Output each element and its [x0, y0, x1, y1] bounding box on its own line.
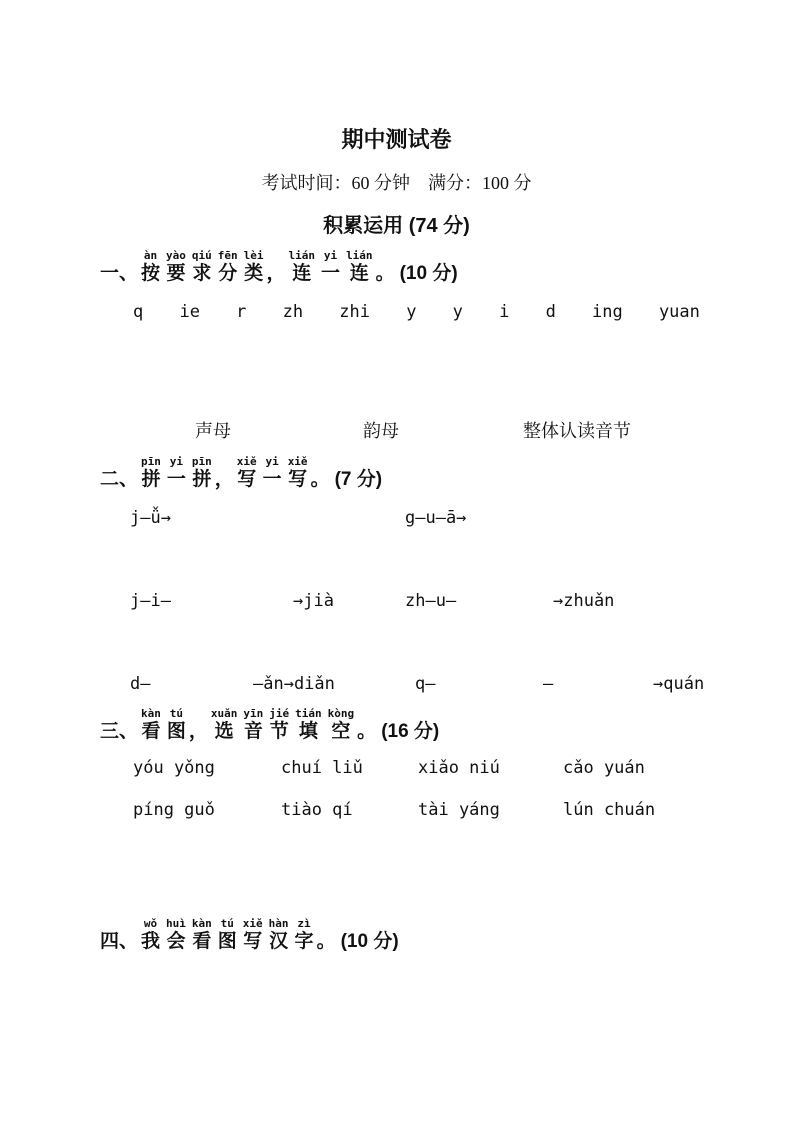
section4-title [138, 917, 336, 954]
pinyin-annotation: xiě [236, 455, 257, 468]
exam-info-line: 考试时间：60 分钟 满分：100 分 [261, 173, 532, 193]
ruby-character [167, 455, 186, 492]
ruby-character [141, 249, 160, 286]
pinyin-annotation: kòng [327, 707, 355, 720]
ruby-character [166, 249, 186, 286]
han-character: 图 [217, 931, 237, 952]
pinyin-annotation: fēn [217, 249, 238, 262]
pinyin-blend-row-2 [0, 588, 793, 614]
pinyin-letter: y [452, 302, 463, 322]
section3-title [138, 707, 376, 744]
ruby-character [166, 917, 186, 954]
pinyin-blend-item: g—u—ā→ [405, 508, 467, 528]
pinyin-annotation: pīn [141, 455, 161, 468]
pinyin-annotation: kàn [141, 707, 161, 720]
pinyin-annotation: lián [346, 249, 373, 262]
section3-heading [100, 707, 793, 744]
pinyin-annotation: tú [169, 707, 184, 720]
han-character: 一 [166, 469, 186, 490]
han-character: ， [188, 721, 208, 742]
ruby-character [192, 455, 212, 492]
pinyin-blend-item: j—i— [130, 591, 171, 611]
pinyin-letter: zh [282, 302, 304, 322]
pinyin-annotation [189, 707, 208, 720]
section2-score: (7 分) [334, 469, 383, 490]
han-character: 空 [331, 721, 351, 742]
punctuation [376, 249, 395, 286]
han-character: ， [214, 469, 234, 490]
part-header: 积累运用 (74 分) [323, 215, 470, 237]
pinyin-annotation: wǒ [143, 917, 158, 930]
pinyin-blend-item: q— [415, 674, 436, 694]
ruby-character [269, 917, 289, 954]
ruby-character [295, 917, 314, 954]
han-character: 一 [321, 263, 341, 284]
ruby-character [346, 249, 373, 286]
ruby-character [192, 249, 212, 286]
pinyin-letter: d [545, 302, 556, 322]
han-character: 填 [298, 721, 318, 742]
ruby-character [328, 707, 355, 744]
syllable-word-row-1 [0, 755, 793, 781]
ruby-character [295, 707, 322, 744]
pinyin-annotation [357, 707, 376, 720]
pinyin-annotation: tián [295, 707, 322, 720]
category-shengmu: 声母 [195, 421, 231, 441]
pinyin-annotation: yi [323, 249, 338, 262]
han-character: 图 [166, 721, 186, 742]
ruby-character [243, 707, 263, 744]
pinyin-letter: ing [592, 302, 623, 322]
syllable-word: tài yáng [418, 800, 500, 820]
ruby-character [263, 455, 282, 492]
ruby-character [141, 707, 161, 744]
syllable-word: píng guǒ [133, 800, 215, 820]
han-character: 要 [166, 263, 186, 284]
pinyin-annotation: jié [269, 707, 290, 720]
punctuation [215, 455, 234, 492]
ruby-character [237, 455, 257, 492]
pinyin-annotation: xiě [242, 917, 263, 930]
pinyin-annotation: yīn [243, 707, 264, 720]
han-character: 看 [141, 721, 161, 742]
han-character: 我 [141, 931, 161, 952]
han-character: ， [266, 263, 286, 284]
pinyin-blend-result: →zhuǎn [553, 591, 615, 611]
pinyin-letter: yuan [658, 302, 700, 322]
han-character: 连 [349, 263, 369, 284]
syllable-word-row-2 [0, 797, 793, 823]
pinyin-letters-row [133, 300, 700, 324]
section1-title [138, 249, 395, 286]
pinyin-annotation [215, 455, 234, 468]
ruby-character [141, 455, 161, 492]
han-character: 类 [244, 263, 264, 284]
pinyin-annotation: zì [297, 917, 311, 930]
han-character: 。 [375, 263, 395, 284]
section2-number: 二、 [100, 469, 139, 490]
punctuation [317, 917, 336, 954]
section3-score: (16 分) [381, 721, 440, 742]
ruby-character [243, 917, 263, 954]
pinyin-letter: q [133, 302, 144, 322]
ruby-character [321, 249, 340, 286]
ruby-character [288, 455, 308, 492]
pinyin-letter: ie [179, 302, 200, 322]
syllable-word: tiào qí [281, 800, 353, 820]
syllable-word: yóu yǒng [133, 758, 215, 778]
han-character: 节 [269, 721, 289, 742]
pinyin-annotation: pīn [191, 455, 212, 468]
pinyin-annotation [317, 917, 336, 930]
section2-heading [100, 455, 793, 492]
punctuation [357, 707, 376, 744]
category-zhengti-syllable: 整体认读音节 [523, 421, 631, 441]
pinyin-blend-item: j—ǚ→ [130, 508, 171, 528]
han-character: 。 [357, 721, 377, 742]
punctuation [267, 249, 286, 286]
han-character: 按 [141, 263, 161, 284]
ruby-character [167, 707, 186, 744]
han-character: 。 [310, 469, 330, 490]
pinyin-annotation [267, 249, 286, 262]
han-character: 一 [262, 469, 282, 490]
pinyin-blend-item: d— [130, 674, 151, 694]
ruby-character [218, 249, 238, 286]
punctuation [311, 455, 330, 492]
page-title: 期中测试卷 [341, 127, 452, 152]
pinyin-letter: zhi [339, 302, 370, 322]
section1-heading [100, 249, 793, 286]
han-character: 拼 [192, 469, 212, 490]
punctuation [189, 707, 208, 744]
pinyin-annotation: tú [220, 917, 234, 930]
pinyin-blend-result: →quán [653, 674, 705, 694]
ruby-character [141, 917, 160, 954]
section4-number: 四、 [100, 931, 139, 952]
ruby-character [269, 707, 289, 744]
category-row [0, 418, 793, 444]
pinyin-annotation: huì [166, 917, 186, 930]
pinyin-annotation: yi [169, 455, 184, 468]
han-character: 写 [237, 469, 257, 490]
pinyin-annotation: xuǎn [210, 707, 238, 720]
pinyin-annotation: yi [265, 455, 279, 468]
han-character: 汉 [269, 931, 289, 952]
han-character: 选 [214, 721, 234, 742]
pinyin-blend-dash: — [543, 674, 554, 694]
han-character: 会 [166, 931, 186, 952]
pinyin-letter: y [406, 302, 417, 322]
han-character: 连 [292, 263, 312, 284]
category-yunmu: 韵母 [363, 421, 399, 441]
syllable-word: xiǎo niú [418, 758, 500, 778]
pinyin-annotation: àn [143, 249, 158, 262]
pinyin-annotation: lián [288, 249, 316, 262]
ruby-character [211, 707, 238, 744]
pinyin-blend-row-1 [0, 505, 793, 531]
han-character: 音 [243, 721, 263, 742]
pinyin-annotation: hàn [268, 917, 289, 930]
ruby-character [192, 917, 212, 954]
ruby-character [244, 249, 264, 286]
han-character: 拼 [141, 469, 161, 490]
section1-number: 一、 [100, 263, 139, 284]
section2-title [138, 455, 330, 492]
han-character: 写 [243, 931, 263, 952]
pinyin-annotation: lèi [243, 249, 264, 262]
pinyin-letter: i [499, 302, 510, 322]
han-character: 写 [288, 469, 308, 490]
pinyin-annotation: yào [166, 249, 186, 262]
pinyin-annotation [376, 249, 395, 262]
pinyin-annotation: kàn [191, 917, 212, 930]
pinyin-annotation [311, 455, 330, 468]
han-character: 。 [316, 931, 336, 952]
pinyin-annotation: qiú [191, 249, 212, 262]
syllable-word: lún chuán [563, 800, 656, 820]
han-character: 分 [218, 263, 238, 284]
pinyin-blend-item: zh—u— [405, 591, 457, 611]
section4-score: (10 分) [340, 931, 399, 952]
pinyin-letter: r [236, 302, 247, 322]
ruby-character [289, 249, 316, 286]
syllable-word: cǎo yuán [563, 758, 645, 778]
han-character: 求 [192, 263, 212, 284]
pinyin-blend-result: —ǎn→diǎn [253, 674, 335, 694]
section1-score: (10 分) [399, 263, 458, 284]
han-character: 看 [192, 931, 212, 952]
pinyin-blend-row-3 [0, 671, 793, 697]
syllable-word: chuí liǔ [281, 758, 363, 778]
pinyin-annotation: xiě [287, 455, 308, 468]
section3-number: 三、 [100, 721, 139, 742]
ruby-character [218, 917, 237, 954]
han-character: 字 [294, 931, 314, 952]
section4-heading [100, 917, 793, 954]
pinyin-blend-result: →jià [293, 591, 334, 611]
